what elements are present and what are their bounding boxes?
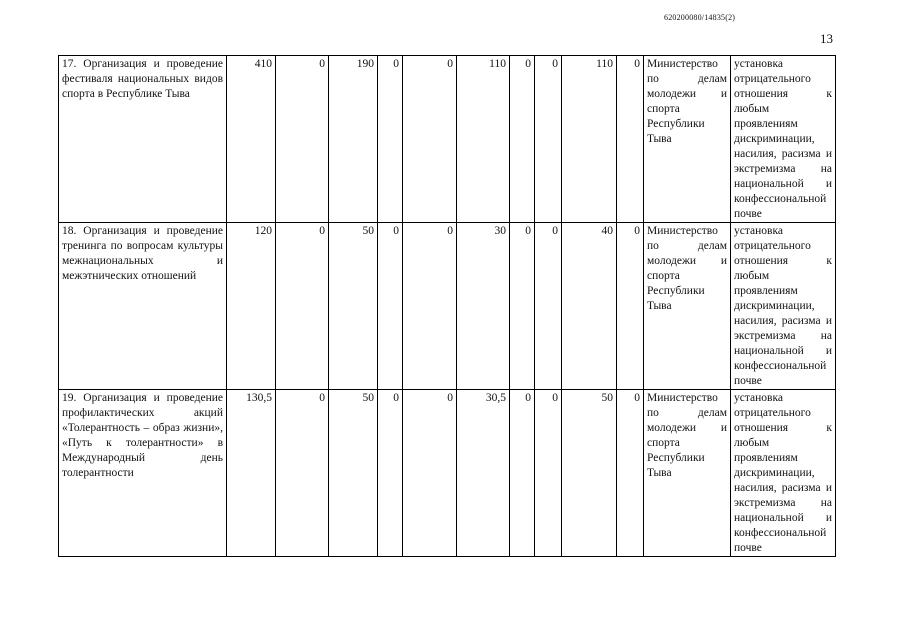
- value-cell: 0: [510, 223, 535, 390]
- page-number: 13: [820, 31, 833, 46]
- value-cell: 0: [378, 223, 403, 390]
- value-cell: 0: [535, 390, 562, 557]
- value-cell: 50: [329, 223, 378, 390]
- value-cell: 0: [617, 390, 644, 557]
- measure-name: 18. Организация и проведение тренинга по вопросам культуры межнациональных и межэтнических отношений: [59, 223, 227, 390]
- table-row: [59, 56, 836, 223]
- result-cell: установка отрицательного отношения к любым проявлениям дискриминации, насилия, расизма и экстремизма на национальной и конфессиональной почве: [731, 390, 836, 557]
- measure-name: 19. Организация и проведение профилактических акций «Толерантность – образ жизни», «Путь к толерантности» в Международный день толерантности: [59, 390, 227, 557]
- value-cell: 30: [457, 223, 510, 390]
- value-cell: 110: [457, 56, 510, 223]
- value-cell: 40: [562, 223, 617, 390]
- value-cell: 0: [535, 223, 562, 390]
- value-cell: 110: [562, 56, 617, 223]
- value-cell: 0: [276, 223, 329, 390]
- value-cell: 0: [510, 390, 535, 557]
- table-row: [59, 223, 836, 390]
- value-cell: 50: [329, 390, 378, 557]
- executor-cell: Министерство по делам молодежи и спорта Республики Тыва: [644, 223, 731, 390]
- value-cell: 50: [562, 390, 617, 557]
- value-cell: 190: [329, 56, 378, 223]
- value-cell: 0: [378, 390, 403, 557]
- value-cell: 0: [276, 390, 329, 557]
- value-cell: 410: [227, 56, 276, 223]
- measure-name: 17. Организация и проведение фестиваля национальных видов спорта в Республике Тыва: [59, 56, 227, 223]
- value-cell: 0: [535, 56, 562, 223]
- value-cell: 0: [403, 223, 457, 390]
- value-cell: 0: [510, 56, 535, 223]
- executor-cell: Министерство по делам молодежи и спорта Республики Тыва: [644, 390, 731, 557]
- measures-table: [58, 55, 836, 557]
- value-cell: 0: [403, 390, 457, 557]
- result-cell: установка отрицательного отношения к любым проявлениям дискриминации, насилия, расизма и экстремизма на национальной и конфессиональной почве: [731, 56, 836, 223]
- value-cell: 130,5: [227, 390, 276, 557]
- value-cell: 0: [617, 223, 644, 390]
- value-cell: 0: [378, 56, 403, 223]
- value-cell: 120: [227, 223, 276, 390]
- value-cell: 0: [276, 56, 329, 223]
- executor-cell: Министерство по делам молодежи и спорта Республики Тыва: [644, 56, 731, 223]
- table-row: [59, 390, 836, 557]
- result-cell: установка отрицательного отношения к любым проявлениям дискриминации, насилия, расизма и экстремизма на национальной и конфессиональной почве: [731, 223, 836, 390]
- value-cell: 0: [403, 56, 457, 223]
- document-code: 620200080/14835(2): [664, 13, 736, 22]
- value-cell: 30,5: [457, 390, 510, 557]
- value-cell: 0: [617, 56, 644, 223]
